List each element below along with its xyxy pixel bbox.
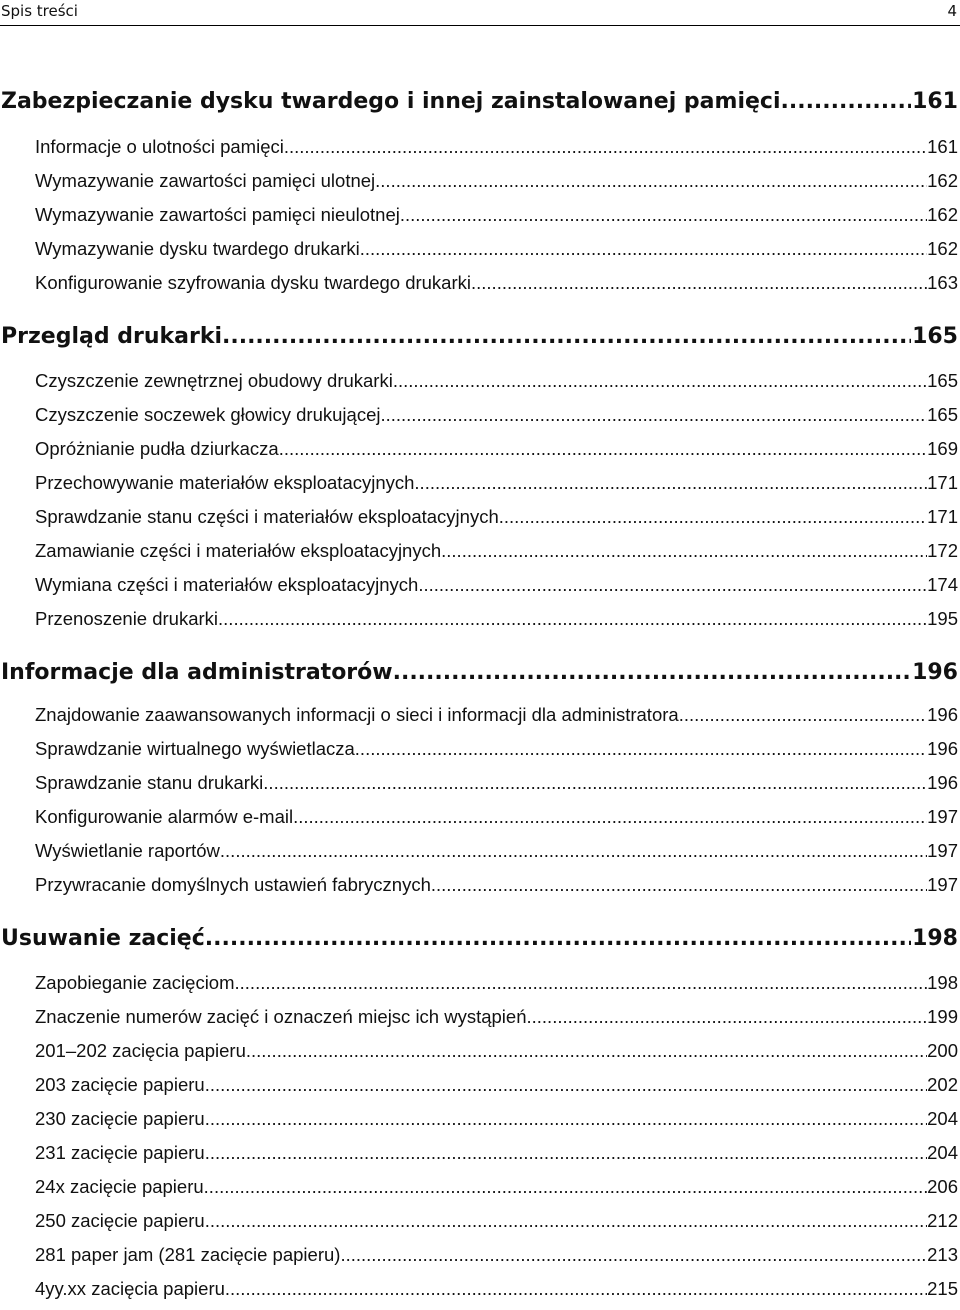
toc-section-row[interactable] <box>35 806 958 828</box>
dot-leader <box>220 840 927 862</box>
toc-entry-title: 4yy.xx zacięcia papieru <box>35 1278 225 1299</box>
toc-entry-page: 197 <box>927 806 958 827</box>
toc-entry-page: 196 <box>912 660 958 685</box>
toc-section-row[interactable] <box>35 404 958 426</box>
toc-entry-page: 198 <box>927 972 958 993</box>
dot-leader <box>431 874 927 896</box>
toc-entry-title: 231 zacięcie papieru <box>35 1142 205 1163</box>
toc-entry-page: 204 <box>927 1108 958 1129</box>
toc-entry-page: 171 <box>927 472 958 493</box>
toc-entry-page: 195 <box>927 608 958 629</box>
toc-section-row[interactable] <box>35 840 958 862</box>
toc-section-row[interactable] <box>35 370 958 392</box>
dot-leader <box>340 1244 927 1266</box>
dot-leader <box>418 574 927 596</box>
toc-chapter-row[interactable] <box>1 926 958 951</box>
toc-entry-title: Wyświetlanie raportów <box>35 840 220 861</box>
toc-entry-title: 203 zacięcie papieru <box>35 1074 205 1095</box>
dot-leader <box>205 926 911 951</box>
toc-entry-title: Konfigurowanie alarmów e-mail <box>35 806 294 827</box>
toc-entry-page: 196 <box>927 704 958 725</box>
toc-chapter-row[interactable] <box>1 324 958 349</box>
toc-entry-page: 174 <box>927 574 958 595</box>
toc-section-row[interactable] <box>35 574 958 596</box>
toc-entry-page: 162 <box>927 204 958 225</box>
toc-section-row[interactable] <box>35 874 958 896</box>
toc-chapter-row[interactable] <box>1 89 958 114</box>
toc-entry-title: Przechowywanie materiałów eksploatacyjnych <box>35 472 415 493</box>
toc-entry-title: Wymazywanie zawartości pamięci ulotnej <box>35 170 376 191</box>
toc-chapter-row[interactable] <box>1 660 958 685</box>
toc-entry-page: 213 <box>927 1244 958 1265</box>
dot-leader <box>471 272 927 294</box>
toc-entry-page: 197 <box>927 840 958 861</box>
toc-entry-page: 196 <box>927 738 958 759</box>
toc-entry-title: 201–202 zacięcia papieru <box>35 1040 246 1061</box>
toc-entry-page: 202 <box>927 1074 958 1095</box>
toc-section-row[interactable] <box>35 136 958 158</box>
toc-entry-title: Informacje dla administratorów <box>1 660 393 685</box>
dot-leader <box>441 540 927 562</box>
header-page-number: 4 <box>947 2 957 20</box>
dot-leader <box>375 170 927 192</box>
toc-entry-title: Usuwanie zacięć <box>1 926 205 951</box>
dot-leader <box>263 772 927 794</box>
dot-leader <box>355 738 927 760</box>
toc-section-row[interactable] <box>35 204 958 226</box>
toc-entry-title: Zapobieganie zacięciom <box>35 972 235 993</box>
toc-section-row[interactable] <box>35 438 958 460</box>
toc-entry-title: Opróżnianie pudła dziurkacza <box>35 438 279 459</box>
dot-leader <box>380 404 927 426</box>
toc-entry-page: 161 <box>912 89 958 114</box>
toc-entry-page: 204 <box>927 1142 958 1163</box>
toc-entry-page: 171 <box>927 506 958 527</box>
dot-leader <box>781 89 912 114</box>
dot-leader <box>679 704 927 726</box>
dot-leader <box>205 1210 927 1232</box>
dot-leader <box>284 136 927 158</box>
toc-entry-page: 169 <box>927 438 958 459</box>
toc-section-row[interactable] <box>35 1244 958 1266</box>
toc-entry-title: Wymiana części i materiałów eksploatacyjnych <box>35 574 419 595</box>
toc-entry-page: 165 <box>927 370 958 391</box>
toc-entry-title: Przenoszenie drukarki <box>35 608 219 629</box>
dot-leader <box>360 238 927 260</box>
toc-section-row[interactable] <box>35 738 958 760</box>
toc-entry-page: 200 <box>927 1040 958 1061</box>
dot-leader <box>414 472 927 494</box>
toc-section-row[interactable] <box>35 170 958 192</box>
toc-entry-title: Zamawianie części i materiałów eksploatacyjnych <box>35 540 442 561</box>
toc-entry-page: 197 <box>927 874 958 895</box>
toc-entry-page: 172 <box>927 540 958 561</box>
dot-leader <box>499 506 927 528</box>
toc-section-row[interactable] <box>35 1040 958 1062</box>
toc-entry-title: Znajdowanie zaawansowanych informacji o sieci i informacji dla administratora <box>35 704 679 725</box>
toc-entry-page: 215 <box>927 1278 958 1299</box>
dot-leader <box>400 204 927 226</box>
toc-entry-title: 281 paper jam (281 zacięcie papieru) <box>35 1244 341 1265</box>
dot-leader <box>222 324 911 349</box>
toc-entry-title: Czyszczenie zewnętrznej obudowy drukarki <box>35 370 393 391</box>
toc-entry-title: 24x zacięcie papieru <box>35 1176 204 1197</box>
toc-section-row[interactable] <box>35 506 958 528</box>
dot-leader <box>204 1176 927 1198</box>
dot-leader <box>225 1278 927 1300</box>
toc-section-row[interactable] <box>35 238 958 260</box>
toc-section-row[interactable] <box>35 704 958 726</box>
toc-section-row[interactable] <box>35 1210 958 1232</box>
dot-leader <box>279 438 927 460</box>
toc-entry-page: 165 <box>927 404 958 425</box>
toc-entry-title: Informacje o ulotności pamięci <box>35 136 284 157</box>
dot-leader <box>205 1074 927 1096</box>
toc-section-row[interactable] <box>35 540 958 562</box>
toc-entry-title: Sprawdzanie stanu części i materiałów eksploatacyjnych <box>35 506 499 527</box>
toc-section-row[interactable] <box>35 608 958 630</box>
toc-entry-page: 198 <box>912 926 958 951</box>
toc-entry-page: 162 <box>927 170 958 191</box>
toc-entry-page: 212 <box>927 1210 958 1231</box>
toc-entry-page: 199 <box>927 1006 958 1027</box>
dot-leader <box>293 806 927 828</box>
dot-leader <box>205 1142 927 1164</box>
dot-leader <box>393 660 911 685</box>
header-title: Spis treści <box>1 2 78 20</box>
toc-entry-title: Sprawdzanie wirtualnego wyświetlacza <box>35 738 355 759</box>
toc-section-row[interactable] <box>35 972 958 994</box>
toc-entry-title: Przywracanie domyślnych ustawień fabrycznych <box>35 874 431 895</box>
toc-section-row[interactable] <box>35 1176 958 1198</box>
toc-entry-page: 161 <box>927 136 958 157</box>
toc-entry-title: Wymazywanie dysku twardego drukarki <box>35 238 360 259</box>
toc-entry-title: Wymazywanie zawartości pamięci nieulotnej <box>35 204 400 225</box>
toc-entry-title: Konfigurowanie szyfrowania dysku twardego drukarki <box>35 272 471 293</box>
dot-leader <box>205 1108 927 1130</box>
toc-section-row[interactable] <box>35 1278 958 1300</box>
toc-entry-title: 230 zacięcie papieru <box>35 1108 205 1129</box>
toc-section-row[interactable] <box>35 272 958 294</box>
dot-leader <box>393 370 927 392</box>
toc-entry-page: 196 <box>927 772 958 793</box>
toc-entry-title: Czyszczenie soczewek głowicy drukującej <box>35 404 381 425</box>
toc-entry-title: Sprawdzanie stanu drukarki <box>35 772 264 793</box>
toc-entry-page: 162 <box>927 238 958 259</box>
dot-leader <box>218 608 927 630</box>
toc-entry-title: Przegląd drukarki <box>1 324 222 349</box>
dot-leader <box>235 972 928 994</box>
toc-section-row[interactable] <box>35 1108 958 1130</box>
toc-entry-title: 250 zacięcie papieru <box>35 1210 205 1231</box>
toc-section-row[interactable] <box>35 772 958 794</box>
dot-leader <box>527 1006 928 1028</box>
toc-section-row[interactable] <box>35 472 958 494</box>
toc-section-row[interactable] <box>35 1074 958 1096</box>
toc-entry-title: Zabezpieczanie dysku twardego i innej zainstalowanej pamięci <box>1 89 781 114</box>
toc-entry-page: 206 <box>927 1176 958 1197</box>
toc-section-row[interactable] <box>35 1006 958 1028</box>
toc-entry-page: 163 <box>927 272 958 293</box>
toc-entry-title: Znaczenie numerów zacięć i oznaczeń miejsc ich wystąpień <box>35 1006 527 1027</box>
toc-entry-page: 165 <box>912 324 958 349</box>
toc-section-row[interactable] <box>35 1142 958 1164</box>
dot-leader <box>246 1040 927 1062</box>
